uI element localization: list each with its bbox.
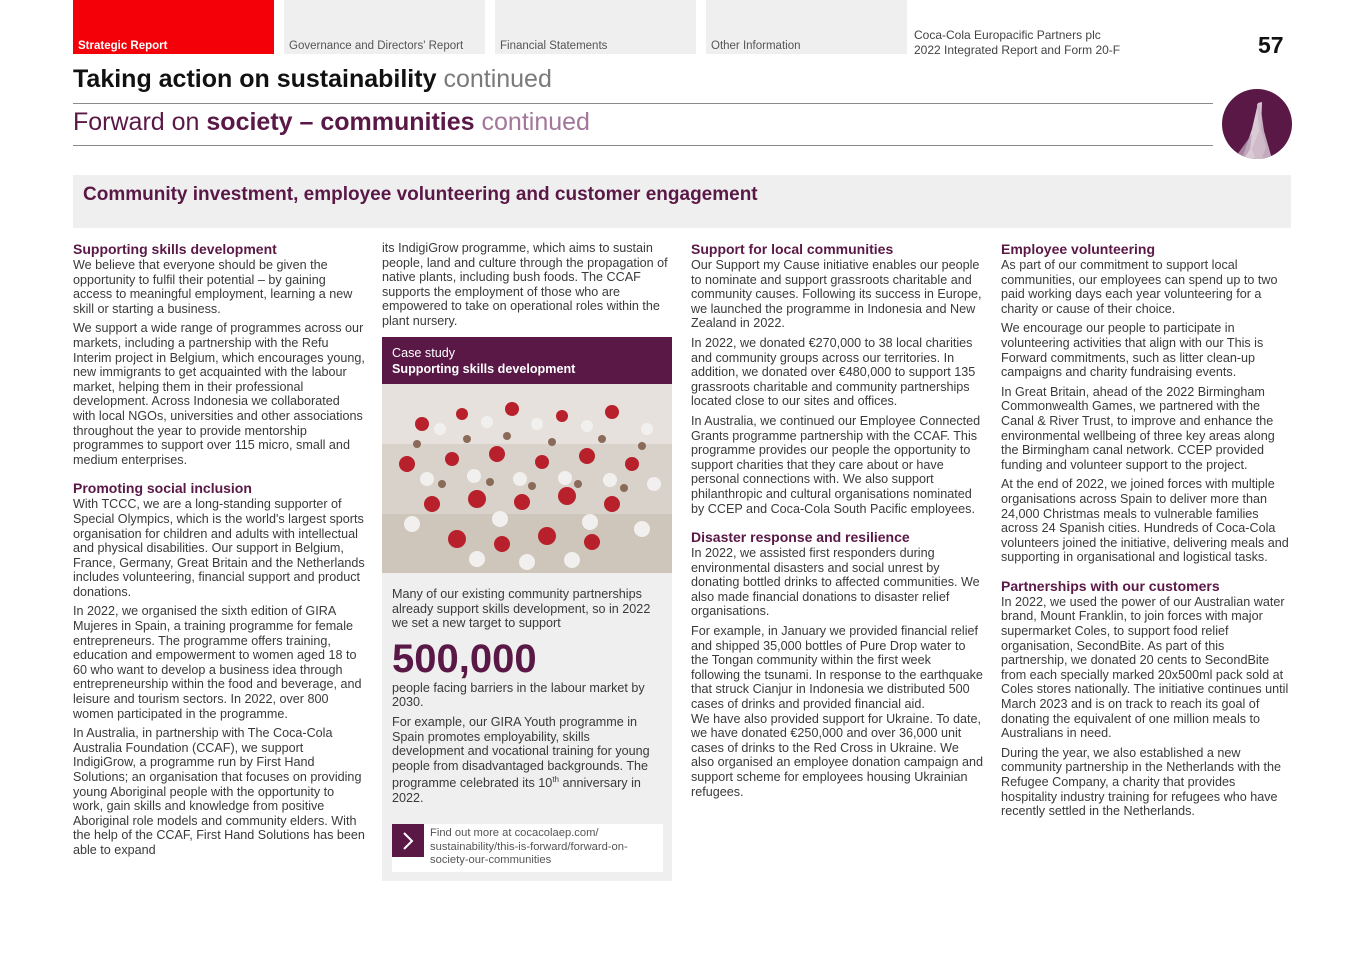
tab-label: Financial Statements: [500, 40, 608, 52]
link-line: sustainability/this-is-forward/forward-on-: [430, 840, 628, 853]
paragraph-text: For example, our GIRA Youth programme in Spain promotes employability, skills development and vocational training for young people from disadvantaged backgrounds. The programme celebrated its 10: [392, 714, 650, 791]
paragraph: In 2022, we organised the sixth edition of GIRA Mujeres in Spain, a training programme for female entrepreneurs. The programme offers training, education and empowerment to women aged 18 to 60 who want to develop a business idea through entrepreneurship within the food and beverage, and leisure and tourism sectors. In 2022, over 800 women participated in the programme.: [73, 604, 362, 721]
column-1: [73, 241, 365, 863]
superscript: th: [552, 775, 559, 785]
paragraph: In Great Britain, ahead of the 2022 Birmingham Commonwealth Games, we partnered with the Canal & River Trust, to improve and enhance the environmental wellbeing of three key areas along the Birmingham canal network. CCEP provided funding and volunteer support to the project.: [1001, 384, 1275, 472]
title-divider: [73, 103, 1213, 104]
report-title: [914, 28, 1120, 58]
heading-social-inclusion: Promoting social inclusion: [73, 480, 252, 497]
tab-label: Governance and Directors' Report: [289, 40, 464, 52]
column-3: [691, 241, 983, 804]
paragraph: In 2022, we assisted first responders during environmental disasters and social unrest by donating bottled drinks to affected communities. We also made financial donations to disaster relief organisations.: [691, 546, 980, 619]
section-band: [73, 175, 1291, 228]
paragraph: We support a wide range of programmes across our markets, including a partnership with the Refu Interim project in Belgium, which encourages young, new immigrants to get acquainted with the labour market, helping them in their professional development. Across Indonesia we collaborated with local NGOs, universities and other associations throughout the year to provide mentorship programmes to support over 115 micro, small and medium enterprises.: [73, 321, 365, 467]
target-number: 500,000: [392, 636, 537, 681]
find-out-more-link[interactable]: [392, 824, 663, 872]
paragraph: At the end of 2022, we joined forces with multiple organisations across Spain to deliver more than 24,000 Christmas meals to vulnerable families across 24 Spanish cities. Hundreds of Coca-Cola volunteers joined the initiative, delivering meals and supporting in organisational and logistical tasks.: [1001, 477, 1289, 565]
paragraph: [392, 715, 662, 806]
link-text: [430, 824, 628, 872]
group-photo: [382, 384, 672, 573]
paragraph: With TCCC, we are a long-standing supporter of Special Olympics, which is the world's largest sports organisation for children and adults with intellectual and physical disabilities. Our support in Belgium, France, Germany, Great Britain and the Netherlands includes volunteering, financial support and product donations.: [73, 497, 365, 599]
heading-local-communities: Support for local communities: [691, 241, 894, 257]
case-study-box: [382, 337, 672, 881]
paragraph: In Australia, in partnership with The Coca-Cola Australia Foundation (CCAF), we support IndigiGrow, a programme run by First Hand Solutions; an organisation that focuses on providing young Aboriginal people with the opportunity to work, gain skills and knowledge from positive Aboriginal role models and community elders. With the help of the CCAF, First Hand Solutions has been able to expand: [73, 726, 365, 857]
page-title-bold: Taking action on sustainability: [73, 65, 437, 93]
case-study-title: Supporting skills development: [392, 361, 576, 376]
section-divider: [73, 145, 1213, 146]
heading-employee-volunteering: Employee volunteering: [1001, 241, 1156, 257]
heading-skills-development: Supporting skills development: [73, 241, 277, 257]
tab-other-information[interactable]: [706, 0, 907, 54]
tab-label: Other Information: [711, 40, 801, 52]
section-title-prefix: Forward on: [73, 108, 200, 136]
section-title-bold: society – communities: [206, 108, 475, 136]
page-number: 57: [1258, 32, 1284, 58]
paragraph: During the year, we also established a new community partnership in the Netherlands with the Refugee Company, a charity that provides hospitality industry training for refugees who have recently settled in the Netherlands.: [1001, 745, 1282, 819]
paragraph: For example, in January we provided financial relief and shipped 35,000 bottles of Pure Drop water to the Tongan community within the first week following the tsunami. In response to the earthquake that struck Cianjur in Indonesia we distributed 500 cases of drinks and provided financial aid.: [691, 624, 983, 712]
paragraph: We encourage our people to participate in volunteering activities that align with our This is Forward commitments, such as litter clean-up campaigns and charity fundraising events.: [1001, 321, 1264, 380]
tab-financial-statements[interactable]: [495, 0, 696, 54]
band-heading: Community investment, employee volunteering and customer engagement: [83, 184, 758, 205]
section-title: [73, 108, 590, 137]
section-title-continued: continued: [481, 108, 590, 136]
chevron-right-icon: [392, 824, 424, 857]
tab-label: Strategic Report: [78, 40, 168, 52]
paragraph: its IndigiGrow programme, which aims to sustain people, land and culture through the propagation of native plants, including bush foods. The CCAF supports the employment of those who are empowered to take on operational roles within the plant nursery.: [382, 241, 668, 328]
heading-disaster-response: Disaster response and resilience: [691, 529, 910, 546]
page-title-continued: continued: [443, 65, 552, 93]
paragraph: In 2022, we used the power of our Australian water brand, Mount Franklin, to join forces with major supermarket Coles, to support food relief organisation, SecondBite. As part of this partnership, we donated 20 cents to SecondBite from each specially marked 20x500ml pack sold at Coles stores nationally. The initiative continues until March 2023 and is on track to reach its goal of donating the equivalent of one million meals to Australians in need.: [1001, 594, 1289, 741]
tab-strategic-report[interactable]: [73, 0, 274, 54]
paragraph: We believe that everyone should be given the opportunity to fulfil their potential – by gaining access to meaningful employment, learning a new skill or starting a business.: [73, 258, 353, 316]
paragraph: Many of our existing community partnerships already support skills development, so in 2022 we set a new target to support: [392, 587, 651, 631]
heading-customer-partnerships: Partnerships with our customers: [1001, 577, 1220, 594]
paragraph: We have also provided support for Ukraine. To date, we have donated €250,000 and over 36,000 unit cases of drinks to the Red Cross in Ukraine. We also organised an employee donation campaign and support scheme for employees housing Ukrainian refugees.: [691, 711, 983, 799]
column-2: [382, 241, 672, 334]
praying-hands-icon: [1222, 89, 1292, 159]
tab-governance[interactable]: [284, 0, 485, 54]
column-4: [1001, 241, 1293, 824]
case-study-body: [382, 573, 672, 806]
paragraph: In 2022, we donated €270,000 to 38 local charities and community groups across our territories. In addition, we donated over €480,000 to support 135 grassroots charitable and community partnerships located close to our sites and offices.: [691, 335, 976, 409]
paragraph-text: anniversary in 2022.: [392, 776, 641, 806]
page-title: [73, 65, 552, 94]
paragraph: In Australia, we continued our Employee Connected Grants programme partnership with the CCAF. This programme provides our people the opportunity to support charities that they care about or have personal connections with. We also support philanthropic and cultural organisations nominated by CCEP and Coca-Cola South Pacific employees.: [691, 413, 981, 516]
crowd-photo-illustration: [382, 384, 672, 573]
section-tabs: [73, 0, 917, 54]
link-line: society-our-communities: [430, 854, 552, 867]
case-study-header: [382, 337, 672, 384]
report-title-line2: 2022 Integrated Report and Form 20-F: [914, 43, 1121, 57]
report-title-line1: Coca-Cola Europacific Partners plc: [914, 28, 1101, 42]
paragraph: people facing barriers in the labour market by 2030.: [392, 680, 645, 710]
link-line: Find out more at cocacolaep.com/: [430, 827, 599, 839]
paragraph: Our Support my Cause initiative enables our people to nominate and support grassroots charitable and community causes. Following its success in Europe, we launched the programme in Indonesia and New Zealand in 2022.: [691, 258, 982, 331]
paragraph: As part of our commitment to support local communities, our employees can spend up to two paid working days each year volunteering for a charity or cause of their choice.: [1001, 258, 1278, 316]
case-study-label: Case study: [392, 346, 455, 360]
